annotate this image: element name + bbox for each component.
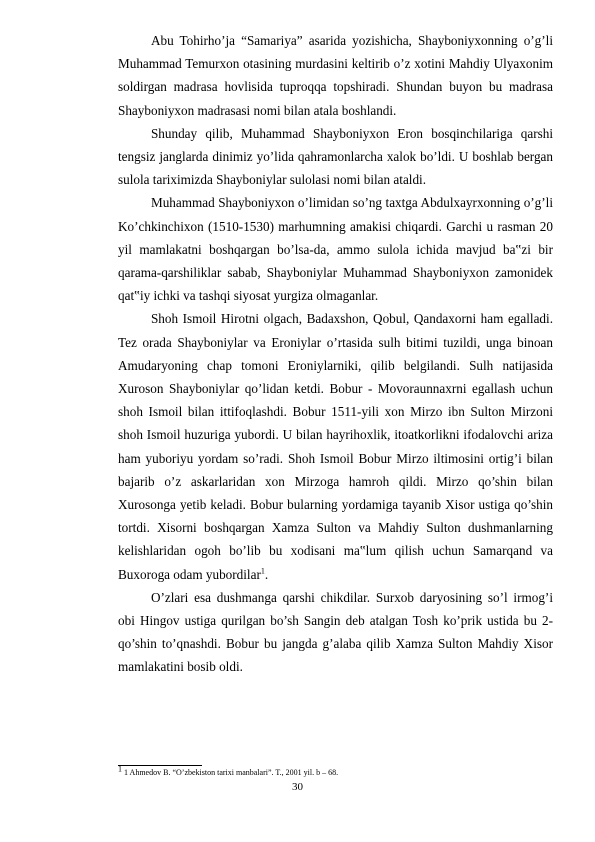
paragraph-4: Shoh Ismoil Hirotni olgach, Badaxshon, Qobul, Qandaxorni ham egalladi. Tez orada Shayboniylar va Eroniylar o’rtasida sulh bitimi tuzildi, unga binoan Amudaryoning chap tomoni Eroniylarniki, qilib belgilandi. Sulh natijasida Xuroson Shayboniylar qo’lidan ketdi. Bobur - Movoraunnaxrni egallash uchun shoh Ismoil bilan ittifoqlashdi. Bobur 1511-yili xon Mirzo ibn Sulton Mirzoni shoh Ismoil huzuriga yubordi. U bilan hayrihoxlik, itoatkorlikni ifodalovchi ariza ham yuboriyu yordam so’radi. Shoh Ismoil Bobur Mirzo iltimosini ortig’i bilan bajarib o’z askarlaridan xon Mirzoga hamroh qildi. Mirzo qo’shin bilan Xurosonga yetib keladi. Bobur bularning yordamiga tayanib Xisor ustiga qo’shin tortdi. Xisorni boshqargan Xamza Sulton va Mahdiy Sulton dushmanlarning kelishlaridan ogoh bo’lib bu xodisani ma‟lum qilish uchun Samarqand va Buxoroga odam yubordilar$^1$. [118, 311, 553, 582]
footnote-divider [118, 765, 202, 766]
paragraph-1 [118, 29, 553, 122]
paragraph-4-text: Shoh Ismoil Hirotni olgach, Badaxshon, Qobul, Qandaxorni ham egalladi. Tez orada Shayboniylar va Eroniylar o’rtasida sulh bitimi tuzildi, unga binoan Amudaryoning chap tomoni Eroniylarniki, qilib belgilandi. Sulh natijasida Xuroson Shayboniylar qo’lidan ketdi. Bobur - Movoraunnaxrni egallash uchun shoh Ismoil bilan ittifoqlashdi. Bobur 1511-yili xon Mirzo ibn Sulton Mirzoni shoh Ismoil huzuriga yubordi. U bilan hayrihoxlik, itoatkorlikni ifodalovchi ariza ham yuboriyu yordam so’radi. Shoh Ismoil Bobur Mirzo iltimosini ortig’i bilan bajarib o’z askarlaridan xon Mirzoga hamroh qildi. Mirzo qo’shin bilan Xurosonga yetib keladi. Bobur bularning yordamiga tayanib Xisor ustiga qo’shin tortdi. Xisorni boshqargan Xamza Sulton va Mahdiy Sulton dushmanlarning kelishlaridan ogoh bo’lib bu xodisani ma‟lum qilish uchun Samarqand va Buxoroga odam yubordilar [118, 311, 553, 582]
footnote-marker: 1 [118, 764, 122, 774]
paragraph-5-text: O’zlari esa dushmanga qarshi chikdilar. Surxob daryosining so’l irmog’i obi Hingov ustiga qurilgan bo’sh Sangin deb atalgan Tosh ko’prik ustida bu 2-qo’shin to’qnashdi. Bobur bu jangda g’alaba qilib Xamza Sulton Mahdiy Xisor mamlakatini bosib oldi. [118, 589, 553, 675]
paragraph-2 [118, 122, 553, 192]
page-number: 30 [292, 781, 303, 793]
footnote-reference[interactable]: 1 [260, 566, 265, 576]
footnote-text: 1 Ahmedov B. “O’zbekiston tarixi manbalari”. T., 2001 yil. b – 68. [124, 768, 339, 777]
paragraph-2-text: Shunday qilib, Muhammad Shayboniyxon Eron bosqinchilariga qarshi tengsiz janglarda dinimiz yo’lida qahramonlarcha xalok bo’ldi. U boshlab bergan sulola tariximizda Shayboniylar sulolasi nomi bilan ataldi. [118, 125, 553, 188]
footnote [118, 764, 553, 778]
paragraph-3-text: Muhammad Shayboniyxon o’limidan so’ng taxtga Abdulxayrxonning o’g’li Ko’chkinchixon (1510-1530) marhumning amakisi chiqardi. Garchi u rasman 20 yil mamlakatni boshqargan bo’lsa-da, ammo sulola ichida mavjud ba‟zi bir qarama-qarshiliklar sabab, Shayboniylar Muhammad Shayboniyxon zamonidek qat‟iy ichki va tashqi siyosat yurgiza olmaganlar. [118, 195, 553, 304]
paragraph-1-text: Abu Tohirho’ja “Samariya” asarida yozishicha, Shayboniyxonning o’g’li Muhammad Temurxon otasining murdasini keltirib o’z xotini Mahdiy Ulyaxonim soldirgan madrasa hovlisida tuproqqa topshiradi. Shundan buyon bu madrasa Shayboniyxon madrasasi nomi bilan atala boshlandi. [118, 33, 553, 118]
body-text [118, 29, 553, 679]
paragraph-3 [118, 191, 553, 307]
paragraph-5 [118, 586, 553, 679]
